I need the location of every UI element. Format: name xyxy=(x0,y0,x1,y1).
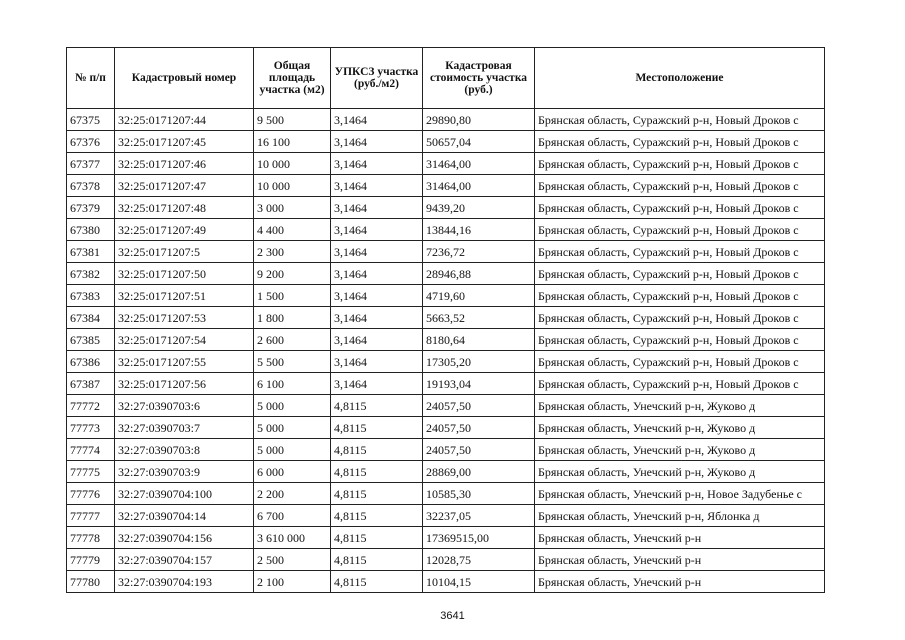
cell-location: Брянская область, Унечский р-н, Жуково д xyxy=(535,395,825,417)
cell-location: Брянская область, Суражский р-н, Новый Дроков с xyxy=(535,307,825,329)
header-cadastral-cost: Кадастровая стоимость участка (руб.) xyxy=(423,48,535,109)
table-row xyxy=(67,153,825,175)
cell-cadastral-cost: 5663,52 xyxy=(423,307,535,329)
cell-cadastral-cost: 24057,50 xyxy=(423,395,535,417)
cell-upksz: 3,1464 xyxy=(331,285,423,307)
cell-area: 2 200 xyxy=(254,483,331,505)
cell-num: 67380 xyxy=(67,219,115,241)
table-row xyxy=(67,417,825,439)
cell-num: 77774 xyxy=(67,439,115,461)
cell-cadastral-cost: 12028,75 xyxy=(423,549,535,571)
cell-num: 67377 xyxy=(67,153,115,175)
cell-upksz: 3,1464 xyxy=(331,329,423,351)
cell-cadastral-number: 32:25:0171207:47 xyxy=(115,175,254,197)
cell-cadastral-number: 32:25:0171207:44 xyxy=(115,109,254,131)
cell-location: Брянская область, Суражский р-н, Новый Дроков с xyxy=(535,131,825,153)
cell-cadastral-cost: 28869,00 xyxy=(423,461,535,483)
cell-area: 9 500 xyxy=(254,109,331,131)
cell-upksz: 4,8115 xyxy=(331,483,423,505)
table-row xyxy=(67,549,825,571)
table-header-row xyxy=(67,48,825,109)
cell-cadastral-cost: 32237,05 xyxy=(423,505,535,527)
cell-upksz: 3,1464 xyxy=(331,109,423,131)
table-row xyxy=(67,219,825,241)
cell-num: 67378 xyxy=(67,175,115,197)
cell-upksz: 3,1464 xyxy=(331,153,423,175)
header-cadastral-number: Кадастровый номер xyxy=(115,48,254,109)
cell-cadastral-cost: 31464,00 xyxy=(423,153,535,175)
cell-location: Брянская область, Суражский р-н, Новый Дроков с xyxy=(535,241,825,263)
cell-cadastral-cost: 10104,15 xyxy=(423,571,535,593)
cell-cadastral-number: 32:25:0171207:5 xyxy=(115,241,254,263)
cell-area: 6 700 xyxy=(254,505,331,527)
cell-location: Брянская область, Суражский р-н, Новый Дроков с xyxy=(535,285,825,307)
cell-location: Брянская область, Суражский р-н, Новый Дроков с xyxy=(535,329,825,351)
cell-area: 1 500 xyxy=(254,285,331,307)
cell-num: 67385 xyxy=(67,329,115,351)
header-num: № п/п xyxy=(67,48,115,109)
cell-area: 4 400 xyxy=(254,219,331,241)
cell-upksz: 4,8115 xyxy=(331,571,423,593)
cell-cadastral-number: 32:27:0390704:156 xyxy=(115,527,254,549)
cell-cadastral-cost: 28946,88 xyxy=(423,263,535,285)
cell-upksz: 4,8115 xyxy=(331,549,423,571)
table-row xyxy=(67,439,825,461)
cell-area: 10 000 xyxy=(254,175,331,197)
cell-location: Брянская область, Суражский р-н, Новый Дроков с xyxy=(535,109,825,131)
cell-num: 67387 xyxy=(67,373,115,395)
cell-area: 6 000 xyxy=(254,461,331,483)
cell-num: 67375 xyxy=(67,109,115,131)
cadastral-table xyxy=(66,47,825,593)
cell-upksz: 3,1464 xyxy=(331,219,423,241)
cell-cadastral-number: 32:27:0390704:193 xyxy=(115,571,254,593)
cell-cadastral-number: 32:25:0171207:56 xyxy=(115,373,254,395)
cell-cadastral-cost: 17305,20 xyxy=(423,351,535,373)
cell-upksz: 3,1464 xyxy=(331,351,423,373)
table-row xyxy=(67,175,825,197)
cell-area: 2 600 xyxy=(254,329,331,351)
cell-location: Брянская область, Унечский р-н, Жуково д xyxy=(535,461,825,483)
cell-location: Брянская область, Унечский р-н, Новое Задубенье с xyxy=(535,483,825,505)
cell-cadastral-number: 32:25:0171207:53 xyxy=(115,307,254,329)
cell-cadastral-cost: 29890,80 xyxy=(423,109,535,131)
cell-cadastral-number: 32:27:0390703:7 xyxy=(115,417,254,439)
cell-upksz: 4,8115 xyxy=(331,395,423,417)
cell-num: 67384 xyxy=(67,307,115,329)
cell-num: 67381 xyxy=(67,241,115,263)
cell-cadastral-number: 32:25:0171207:45 xyxy=(115,131,254,153)
cell-cadastral-number: 32:27:0390703:8 xyxy=(115,439,254,461)
cell-cadastral-number: 32:27:0390704:100 xyxy=(115,483,254,505)
cell-cadastral-cost: 24057,50 xyxy=(423,417,535,439)
cell-cadastral-number: 32:25:0171207:48 xyxy=(115,197,254,219)
cell-area: 3 000 xyxy=(254,197,331,219)
cell-area: 2 500 xyxy=(254,549,331,571)
cell-num: 77778 xyxy=(67,527,115,549)
cell-num: 67383 xyxy=(67,285,115,307)
cell-cadastral-cost: 4719,60 xyxy=(423,285,535,307)
cell-upksz: 4,8115 xyxy=(331,417,423,439)
cell-cadastral-cost: 13844,16 xyxy=(423,219,535,241)
table-row xyxy=(67,263,825,285)
header-upksz: УПКСЗ участка (руб./м2) xyxy=(331,48,423,109)
cell-upksz: 3,1464 xyxy=(331,131,423,153)
header-location: Местоположение xyxy=(535,48,825,109)
table-row xyxy=(67,131,825,153)
table-row xyxy=(67,285,825,307)
cell-area: 5 000 xyxy=(254,439,331,461)
cell-area: 1 800 xyxy=(254,307,331,329)
cell-num: 67376 xyxy=(67,131,115,153)
cell-cadastral-number: 32:27:0390703:9 xyxy=(115,461,254,483)
cell-num: 77776 xyxy=(67,483,115,505)
cell-cadastral-cost: 17369515,00 xyxy=(423,527,535,549)
cell-location: Брянская область, Унечский р-н xyxy=(535,549,825,571)
cell-location: Брянская область, Суражский р-н, Новый Дроков с xyxy=(535,219,825,241)
cell-cadastral-number: 32:25:0171207:54 xyxy=(115,329,254,351)
cell-cadastral-cost: 50657,04 xyxy=(423,131,535,153)
cell-location: Брянская область, Суражский р-н, Новый Дроков с xyxy=(535,153,825,175)
cell-upksz: 4,8115 xyxy=(331,527,423,549)
cell-cadastral-cost: 7236,72 xyxy=(423,241,535,263)
cell-cadastral-number: 32:27:0390704:157 xyxy=(115,549,254,571)
table-row xyxy=(67,527,825,549)
cell-upksz: 3,1464 xyxy=(331,263,423,285)
table-row xyxy=(67,241,825,263)
cell-upksz: 3,1464 xyxy=(331,241,423,263)
cell-cadastral-number: 32:25:0171207:46 xyxy=(115,153,254,175)
cell-location: Брянская область, Суражский р-н, Новый Дроков с xyxy=(535,175,825,197)
cell-location: Брянская область, Унечский р-н xyxy=(535,571,825,593)
cell-cadastral-number: 32:25:0171207:55 xyxy=(115,351,254,373)
cell-area: 2 300 xyxy=(254,241,331,263)
cell-num: 67382 xyxy=(67,263,115,285)
cell-location: Брянская область, Унечский р-н, Жуково д xyxy=(535,417,825,439)
cell-upksz: 3,1464 xyxy=(331,175,423,197)
cell-upksz: 4,8115 xyxy=(331,439,423,461)
cell-area: 5 500 xyxy=(254,351,331,373)
cell-num: 77772 xyxy=(67,395,115,417)
cell-num: 77779 xyxy=(67,549,115,571)
table-row xyxy=(67,395,825,417)
cell-area: 6 100 xyxy=(254,373,331,395)
page-number: 3641 xyxy=(440,610,465,622)
table-row xyxy=(67,483,825,505)
cell-area: 9 200 xyxy=(254,263,331,285)
cell-location: Брянская область, Унечский р-н, Яблонка д xyxy=(535,505,825,527)
table-row xyxy=(67,109,825,131)
cell-location: Брянская область, Суражский р-н, Новый Дроков с xyxy=(535,351,825,373)
cell-cadastral-cost: 8180,64 xyxy=(423,329,535,351)
cell-upksz: 3,1464 xyxy=(331,197,423,219)
cell-area: 2 100 xyxy=(254,571,331,593)
table-row xyxy=(67,571,825,593)
cell-cadastral-number: 32:25:0171207:51 xyxy=(115,285,254,307)
cell-num: 77780 xyxy=(67,571,115,593)
cell-upksz: 4,8115 xyxy=(331,505,423,527)
cell-num: 77773 xyxy=(67,417,115,439)
cell-num: 77777 xyxy=(67,505,115,527)
cell-cadastral-cost: 19193,04 xyxy=(423,373,535,395)
table-row xyxy=(67,373,825,395)
table-row xyxy=(67,329,825,351)
cell-location: Брянская область, Суражский р-н, Новый Дроков с xyxy=(535,263,825,285)
cell-cadastral-number: 32:25:0171207:49 xyxy=(115,219,254,241)
cell-upksz: 3,1464 xyxy=(331,307,423,329)
table-row xyxy=(67,505,825,527)
cell-location: Брянская область, Унечский р-н, Жуково д xyxy=(535,439,825,461)
cell-cadastral-number: 32:27:0390703:6 xyxy=(115,395,254,417)
cell-num: 67379 xyxy=(67,197,115,219)
cell-area: 16 100 xyxy=(254,131,331,153)
cell-cadastral-cost: 31464,00 xyxy=(423,175,535,197)
cell-area: 3 610 000 xyxy=(254,527,331,549)
cell-cadastral-cost: 24057,50 xyxy=(423,439,535,461)
cell-num: 77775 xyxy=(67,461,115,483)
cell-cadastral-cost: 9439,20 xyxy=(423,197,535,219)
cell-area: 5 000 xyxy=(254,417,331,439)
cell-area: 5 000 xyxy=(254,395,331,417)
cell-location: Брянская область, Унечский р-н xyxy=(535,527,825,549)
cell-num: 67386 xyxy=(67,351,115,373)
cell-cadastral-number: 32:27:0390704:14 xyxy=(115,505,254,527)
cell-cadastral-number: 32:25:0171207:50 xyxy=(115,263,254,285)
table-row xyxy=(67,351,825,373)
cell-upksz: 4,8115 xyxy=(331,461,423,483)
table-body xyxy=(67,109,825,593)
header-area: Общая площадь участка (м2) xyxy=(254,48,331,109)
cell-area: 10 000 xyxy=(254,153,331,175)
table-row xyxy=(67,461,825,483)
table-row xyxy=(67,197,825,219)
cell-cadastral-cost: 10585,30 xyxy=(423,483,535,505)
cell-upksz: 3,1464 xyxy=(331,373,423,395)
table-row xyxy=(67,307,825,329)
cell-location: Брянская область, Суражский р-н, Новый Дроков с xyxy=(535,197,825,219)
cell-location: Брянская область, Суражский р-н, Новый Дроков с xyxy=(535,373,825,395)
